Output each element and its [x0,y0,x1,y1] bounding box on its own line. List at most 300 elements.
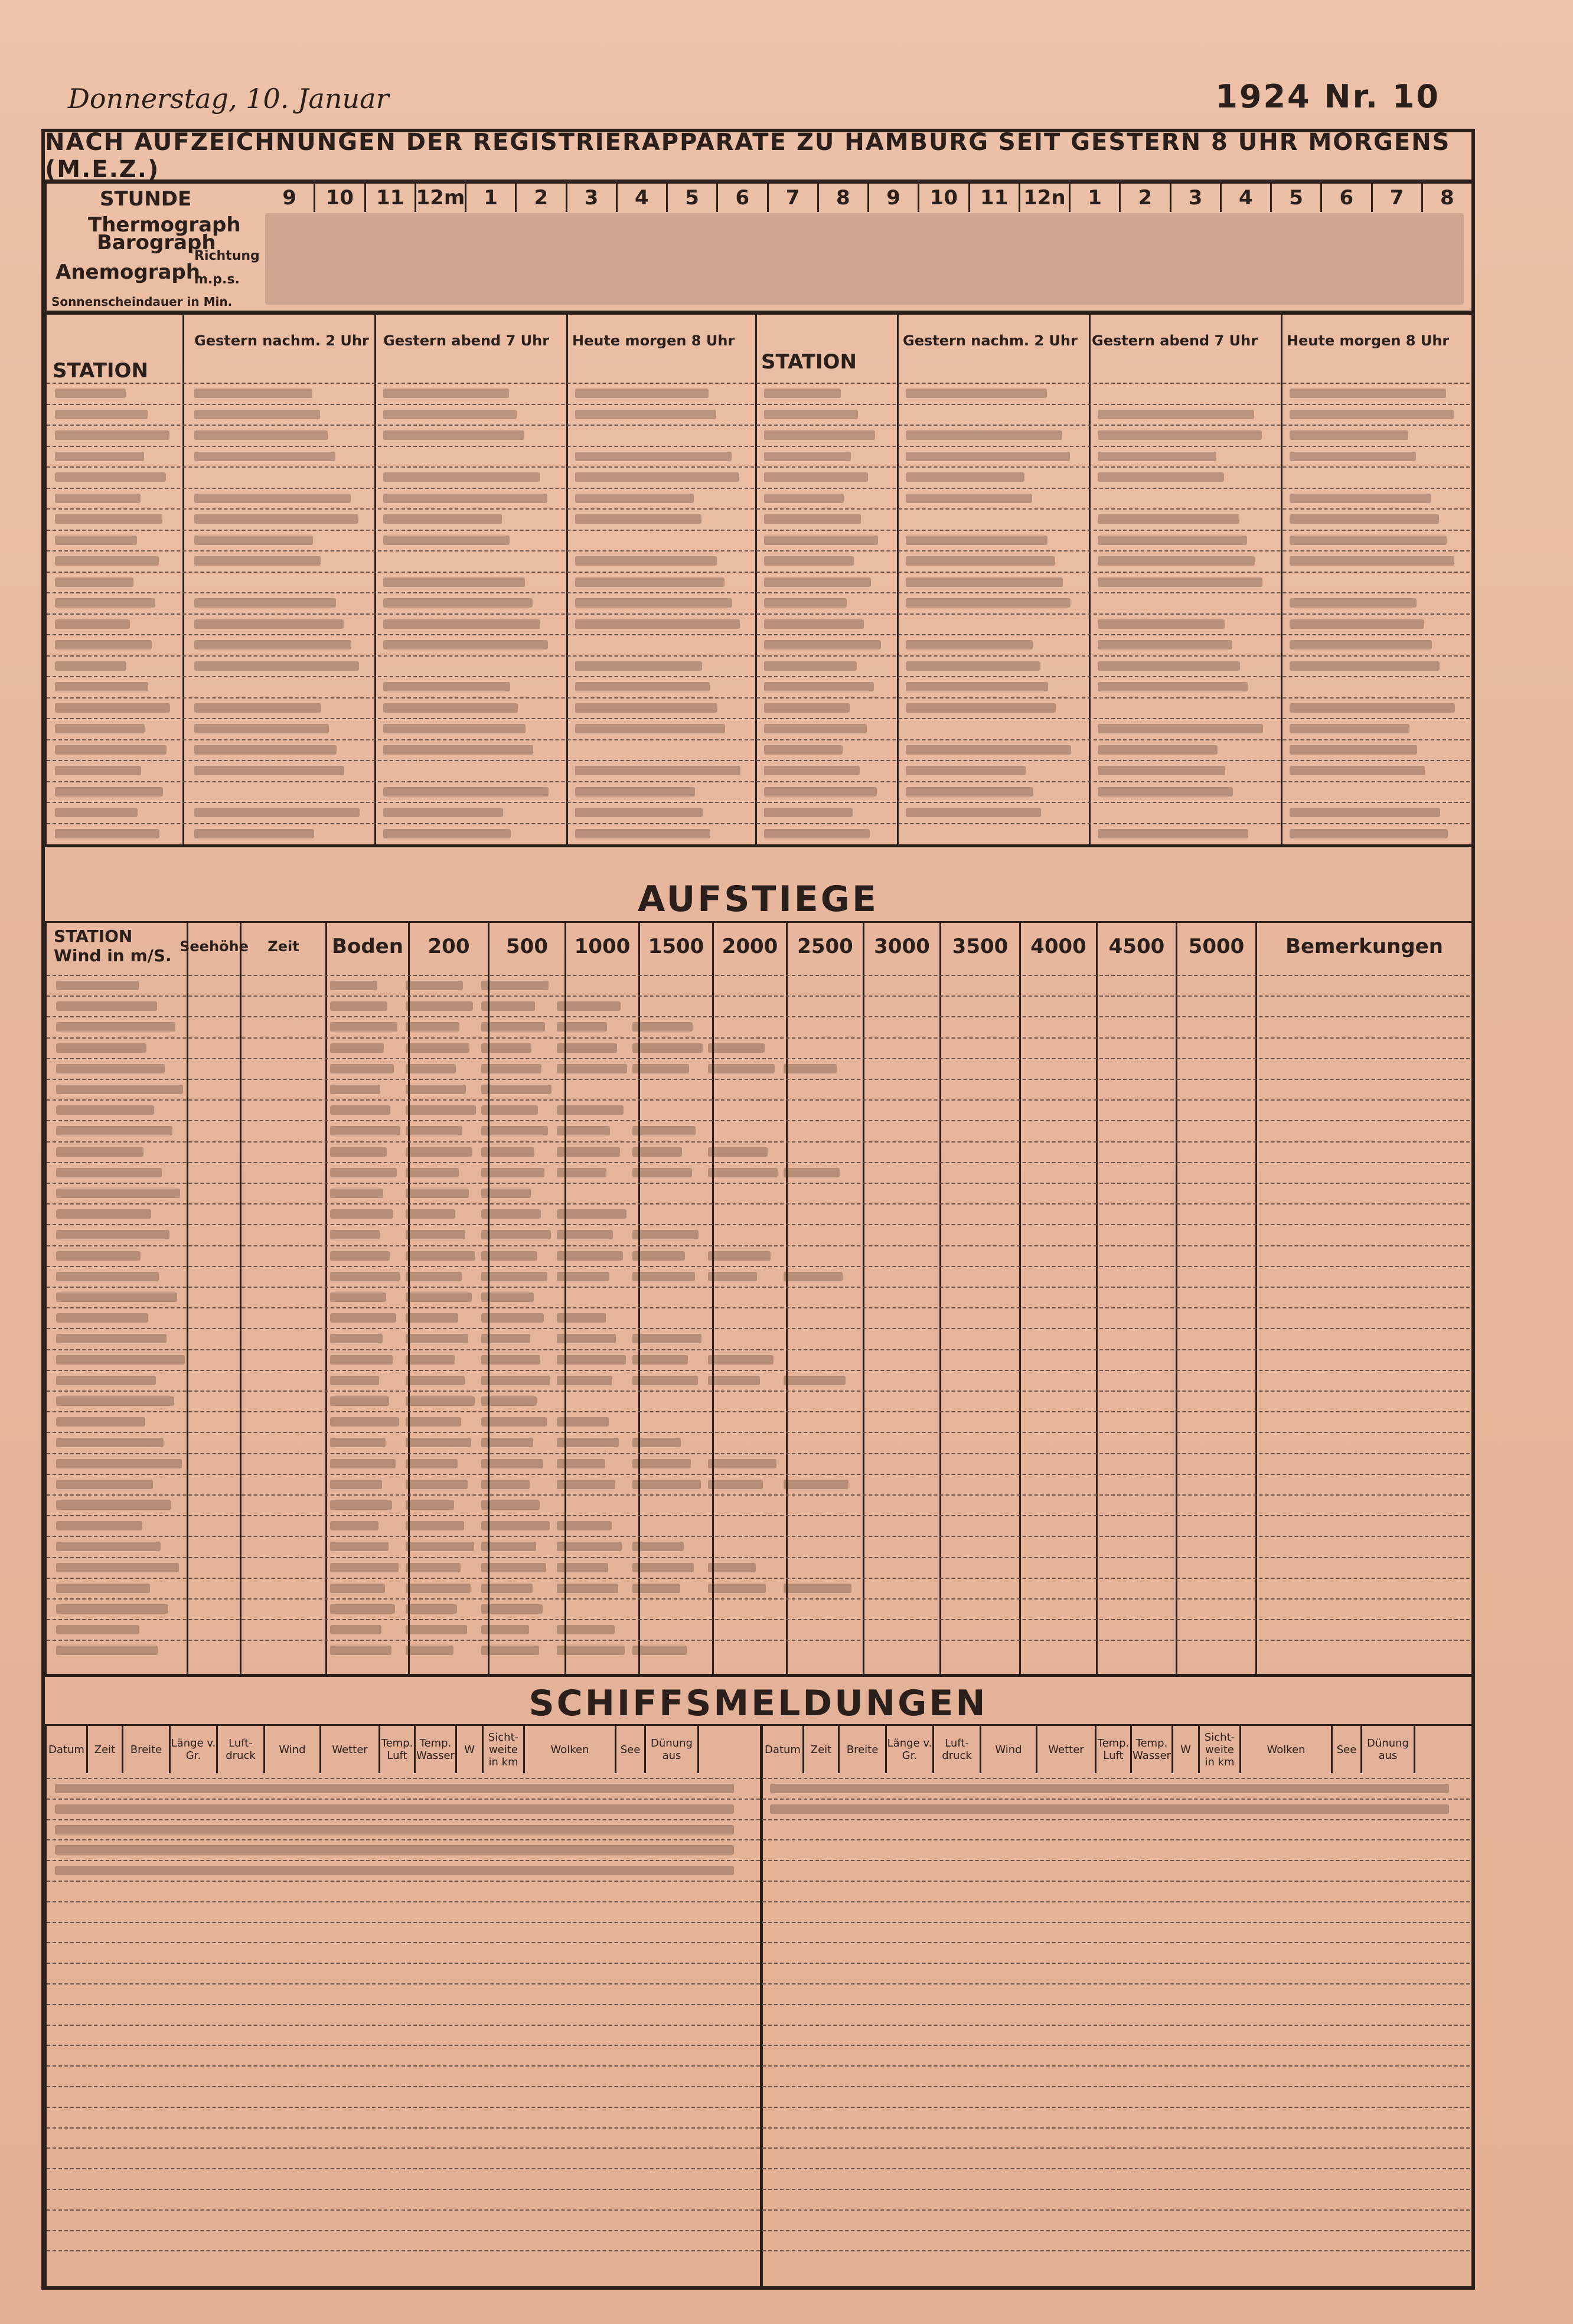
observation-placeholder [575,556,717,566]
ship-col-header: Datum [763,1726,804,1773]
observation-placeholder [1098,452,1216,461]
aufstiege-col-header: 1000 [566,923,640,970]
row-rule [47,1099,1470,1101]
station-name-placeholder [764,472,868,482]
observation-placeholder [1098,577,1262,587]
ascent-value-placeholder [481,1459,543,1468]
observation-placeholder [194,556,321,566]
observation-placeholder [1290,829,1448,838]
divider [939,970,941,1676]
row-rule [47,1860,1470,1861]
row-rule [47,781,1470,782]
ship-col-header: Länge v. Gr. [887,1726,934,1773]
ascent-value-placeholder [557,1459,605,1468]
ship-col-header: Zeit [88,1726,123,1773]
observation-placeholder [1098,766,1225,775]
observation-placeholder [1098,556,1255,566]
hour-header-cell: 8 [819,184,869,212]
ascent-value-placeholder [406,1646,453,1655]
observation-placeholder [383,430,524,440]
observation-placeholder [194,766,344,775]
divider [325,970,327,1676]
row-rule [47,1120,1470,1121]
observation-placeholder [1290,703,1455,713]
row-rule [47,1515,1470,1516]
row-rule [47,2168,1470,2169]
ascent-station-placeholder [56,1459,182,1468]
ascent-value-placeholder [481,1209,541,1219]
ascent-value-placeholder [481,1251,537,1261]
station-name-placeholder [764,494,844,503]
stunde-label: STUNDE [100,187,192,211]
hour-header-cell: 12n [1020,184,1071,212]
ascent-station-placeholder [56,1064,165,1073]
ascent-value-placeholder [784,1480,848,1489]
row-rule [47,1328,1470,1329]
station-name-placeholder [55,598,155,608]
ascent-value-placeholder [330,1604,395,1614]
ascent-station-placeholder [56,1085,183,1094]
observation-placeholder [194,389,312,398]
ascent-value-placeholder [406,1459,458,1468]
ascent-value-placeholder [784,1584,851,1593]
observation-placeholder [906,682,1048,691]
ascent-value-placeholder [481,1355,540,1365]
ascent-value-placeholder [632,1542,684,1551]
ascent-station-placeholder [56,1542,161,1551]
row-rule [47,1287,1470,1288]
ascent-value-placeholder [557,1126,610,1135]
station-name-placeholder [55,808,138,817]
ascent-value-placeholder [708,1563,756,1572]
ascent-value-placeholder [708,1480,763,1489]
observation-placeholder [1290,494,1431,503]
station-name-placeholder [55,536,137,545]
hour-header-cell: 8 [1423,184,1473,212]
aufstiege-title: AUFSTIEGE [638,879,879,920]
ship-report-placeholder [55,1804,734,1814]
station-name-placeholder [764,536,878,545]
station-name-placeholder [55,829,159,838]
aufstiege-col-header: 4500 [1098,923,1177,970]
ship-col-header: W [457,1726,484,1773]
ascent-value-placeholder [330,1376,379,1385]
station-name-placeholder [764,619,864,629]
ascent-value-placeholder [406,1147,472,1157]
ascent-value-placeholder [557,1625,615,1634]
station-name-placeholder [764,682,874,691]
ascent-value-placeholder [330,1292,386,1302]
ascent-value-placeholder [330,1189,383,1198]
ship-col-header: Temp. Luft [380,1726,416,1773]
ship-col-header: Breite [840,1726,887,1773]
ascent-value-placeholder [406,1396,475,1406]
ship-col-header: Zeit [804,1726,840,1773]
aufstiege-col-header: 3000 [864,923,941,970]
observation-placeholder [575,598,732,608]
observation-placeholder [194,829,314,838]
ascent-value-placeholder [406,1022,459,1032]
row-rule [47,1963,1470,1964]
observation-placeholder [906,452,1070,461]
station-name-placeholder [764,808,853,817]
ascent-value-placeholder [330,1105,390,1115]
station-name-placeholder [764,829,870,838]
ascent-value-placeholder [632,1022,693,1032]
row-rule [47,2250,1470,2251]
ascent-station-placeholder [56,981,139,990]
ascent-station-placeholder [56,1209,151,1219]
row-rule [47,466,1470,468]
row-rule [47,1245,1470,1246]
observation-placeholder [194,640,351,649]
ascent-station-placeholder [56,1251,141,1261]
ship-col-header: Luft-druck [218,1726,265,1773]
ascent-value-placeholder [330,1334,383,1343]
aufstiege-col-header: 200 [410,923,489,970]
ascent-value-placeholder [330,1646,391,1655]
ascent-value-placeholder [481,1417,547,1427]
station-observations-table [45,313,1471,847]
ascent-value-placeholder [557,1417,609,1427]
ship-col-header: Breite [123,1726,171,1773]
row-rule [47,995,1470,997]
ascent-station-placeholder [56,1022,175,1032]
ship-col-header: Wind [265,1726,321,1773]
observation-placeholder [1290,661,1440,671]
ascent-value-placeholder [632,1459,691,1468]
observation-placeholder [194,745,337,755]
hour-header-cell: 1 [466,184,517,212]
ascent-value-placeholder [330,1459,396,1468]
ascent-value-placeholder [557,1480,615,1489]
ascent-value-placeholder [708,1584,766,1593]
station-name-placeholder [55,619,130,629]
observation-placeholder [1290,598,1417,608]
ascent-value-placeholder [481,1064,541,1073]
divider [187,923,188,1676]
ascent-station-placeholder [56,1521,142,1530]
ascent-value-placeholder [557,1542,622,1551]
row-rule [47,1942,1470,1943]
ascent-value-placeholder [632,1376,698,1385]
ascent-value-placeholder [632,1251,685,1261]
ascent-value-placeholder [406,1563,461,1572]
row-rule [47,1578,1470,1579]
station-label-left: STATION [53,359,148,383]
station-name-placeholder [764,745,843,755]
row-rule [47,1162,1470,1163]
divider [1255,970,1257,1676]
observation-placeholder [1290,452,1416,461]
observation-placeholder [1098,661,1240,671]
station-name-placeholder [764,389,841,398]
row-rule [47,530,1470,531]
observation-placeholder [194,514,358,524]
observation-placeholder [1098,410,1254,419]
row-rule [47,655,1470,657]
ascent-value-placeholder [406,1313,458,1323]
observation-placeholder [906,808,1041,817]
ship-report-placeholder [770,1784,1449,1793]
hour-header-cell: 11 [366,184,416,212]
row-rule [47,760,1470,761]
ascent-value-placeholder [406,1189,469,1198]
ascent-value-placeholder [481,1272,547,1281]
row-rule [47,1391,1470,1392]
ascent-value-placeholder [481,1376,550,1385]
station-name-placeholder [764,556,854,566]
divider [566,315,568,846]
ascent-value-placeholder [330,1500,392,1510]
hour-header-cell: 5 [668,184,718,212]
ascent-station-placeholder [56,1147,143,1157]
ascent-value-placeholder [557,1022,607,1032]
ascent-value-placeholder [708,1251,771,1261]
station-name-placeholder [55,389,126,398]
divider [1096,970,1098,1676]
ship-col-header: See [1333,1726,1362,1773]
ascent-value-placeholder [557,1438,619,1447]
station-name-placeholder [55,766,141,775]
ascent-value-placeholder [330,1043,384,1053]
hour-header-cell: 12m [416,184,466,212]
ship-col-header: Wetter [1037,1726,1096,1773]
divider [1281,315,1282,846]
observation-placeholder [906,745,1071,755]
aufstiege-col-header: 4000 [1021,923,1098,970]
observation-placeholder [383,619,540,629]
observation-placeholder [1290,514,1439,524]
station-name-placeholder [55,682,148,691]
ascent-value-placeholder [557,1105,624,1115]
hour-header-cell: 9 [265,184,315,212]
station-label-right: STATION [761,350,857,374]
observation-placeholder [575,724,725,733]
row-rule [47,1079,1470,1080]
ascent-value-placeholder [330,1022,397,1032]
ascent-value-placeholder [406,1542,474,1551]
row-rule [47,508,1470,510]
ascent-value-placeholder [406,1272,462,1281]
observation-placeholder [906,703,1056,713]
ascent-value-placeholder [481,1625,529,1634]
hour-header-cell: 10 [315,184,365,212]
divider [374,315,376,846]
observation-placeholder [1098,430,1262,440]
ascent-value-placeholder [330,1230,380,1239]
ascent-station-placeholder [56,1126,172,1135]
observation-placeholder [906,536,1047,545]
observation-placeholder [906,598,1071,608]
anemograph-speed-label: m.p.s. [194,272,240,287]
group-header-right-1: Gestern nachm. 2 Uhr [903,332,1078,349]
group-header-left-1: Gestern nachm. 2 Uhr [194,332,369,349]
hour-header-cell: 5 [1272,184,1322,212]
ascent-value-placeholder [708,1376,760,1385]
ascent-value-placeholder [330,1085,380,1094]
observation-placeholder [575,577,725,587]
ship-report-placeholder [55,1845,734,1855]
ascent-value-placeholder [557,1646,625,1655]
row-rule [47,1799,1470,1800]
row-rule [47,1370,1470,1371]
ascent-station-placeholder [56,1230,169,1239]
ascent-value-placeholder [708,1355,774,1365]
ascent-value-placeholder [481,1604,543,1614]
row-rule [47,739,1470,740]
row-rule [47,1037,1470,1039]
ascent-station-placeholder [56,1189,180,1198]
observation-placeholder [575,766,740,775]
divider [897,315,899,846]
observation-placeholder [906,556,1055,566]
ascent-value-placeholder [632,1230,699,1239]
ascent-value-placeholder [330,1168,397,1177]
station-name-placeholder [764,640,881,649]
aufstiege-col-header: 5000 [1177,923,1257,970]
ship-col-header: Sicht-weite in km [484,1726,525,1773]
observation-placeholder [575,514,701,524]
ascent-value-placeholder [481,1396,537,1406]
row-rule [47,1983,1470,1984]
row-rule [47,1598,1470,1600]
ascent-value-placeholder [632,1043,703,1053]
observation-placeholder [194,598,336,608]
observation-placeholder [383,494,547,503]
aufstiege-col-header: Boden [327,923,410,970]
ascent-value-placeholder [406,1126,462,1135]
observation-placeholder [194,410,320,419]
station-name-placeholder [55,430,169,440]
observation-placeholder [383,410,517,419]
ascent-station-placeholder [56,1438,164,1447]
ascent-value-placeholder [557,1313,606,1323]
ascent-value-placeholder [557,1355,626,1365]
ascent-value-placeholder [330,1396,389,1406]
ascent-value-placeholder [406,1209,455,1219]
station-name-placeholder [55,703,170,713]
ascent-value-placeholder [406,1043,469,1053]
ascent-station-placeholder [56,1105,154,1115]
row-rule [47,2065,1470,2067]
ascent-value-placeholder [481,1542,536,1551]
station-name-placeholder [764,703,850,713]
row-rule [47,2209,1470,2211]
ascent-value-placeholder [708,1459,776,1468]
ascent-value-placeholder [406,1438,471,1447]
ascent-value-placeholder [406,1604,457,1614]
ascent-value-placeholder [481,1001,535,1011]
observation-placeholder [1098,640,1232,649]
ascent-value-placeholder [406,981,463,990]
observation-placeholder [1098,472,1224,482]
row-rule [47,1307,1470,1308]
ship-col-header: See [616,1726,646,1773]
ascent-value-placeholder [330,1147,387,1157]
ascent-value-placeholder [406,1001,473,1011]
group-header-left-3: Heute morgen 8 Uhr [572,332,735,349]
aufstiege-table [45,921,1471,1677]
ascent-station-placeholder [56,1334,167,1343]
ship-col-header: Wolken [1241,1726,1333,1773]
ascent-value-placeholder [330,1542,389,1551]
ascent-value-placeholder [481,981,549,990]
observation-placeholder [194,452,335,461]
ascent-value-placeholder [481,1313,544,1323]
ascent-station-placeholder [56,1001,157,1011]
ship-col-header: Temp. Luft [1096,1726,1132,1773]
ascent-value-placeholder [632,1438,681,1447]
ascent-value-placeholder [784,1064,837,1073]
row-rule [47,1619,1470,1620]
observation-placeholder [383,724,526,733]
ascent-value-placeholder [708,1168,778,1177]
observation-placeholder [906,661,1040,671]
station-name-placeholder [55,514,162,524]
ascent-value-placeholder [330,1521,378,1530]
hour-header-cell: 3 [567,184,618,212]
ascent-value-placeholder [481,1480,530,1489]
row-rule [47,1778,1470,1779]
observation-placeholder [575,494,694,503]
ascent-value-placeholder [481,1230,551,1239]
ascent-value-placeholder [481,1584,533,1593]
ship-report-placeholder [770,1804,1449,1814]
hour-header-cell: 11 [970,184,1020,212]
observation-placeholder [194,430,328,440]
station-name-placeholder [55,472,166,482]
station-name-placeholder [764,452,851,461]
ascent-value-placeholder [557,1521,612,1530]
ascent-station-placeholder [56,1604,168,1614]
divider [863,970,864,1676]
observation-placeholder [906,494,1032,503]
ascent-value-placeholder [784,1272,843,1281]
row-rule [47,592,1470,593]
row-rule [47,550,1470,551]
ascent-value-placeholder [481,1521,550,1530]
ascent-value-placeholder [406,1292,472,1302]
observation-placeholder [906,389,1047,398]
ascent-value-placeholder [330,1001,387,1011]
row-rule [47,1494,1470,1496]
row-rule [47,2147,1470,2149]
row-rule [47,1640,1470,1641]
ascent-station-placeholder [56,1272,159,1281]
row-rule [47,1839,1470,1840]
observation-placeholder [1098,536,1247,545]
row-rule [47,1141,1470,1143]
hour-header-cell: 2 [517,184,567,212]
observation-placeholder [575,410,716,419]
registration-banner: NACH AUFZEICHNUNGEN DER REGISTRIERAPPARATE ZU HAMBURG SEIT GESTERN 8 UHR MORGENS (M.E.Z.) [45,132,1471,182]
schiffsmeldungen-title: SCHIFFSMELDUNGEN [528,1683,988,1724]
row-rule [47,572,1470,573]
divider [1471,970,1473,1676]
observation-placeholder [1290,724,1409,733]
ship-center-divider [760,1726,763,2287]
row-rule [47,1557,1470,1558]
observation-placeholder [575,703,717,713]
ascent-value-placeholder [557,1376,612,1385]
divider [1176,970,1177,1676]
ascent-value-placeholder [330,1064,394,1073]
station-name-placeholder [55,556,159,566]
ascent-value-placeholder [330,1625,381,1634]
row-rule [47,1536,1470,1537]
row-rule [47,1058,1470,1059]
